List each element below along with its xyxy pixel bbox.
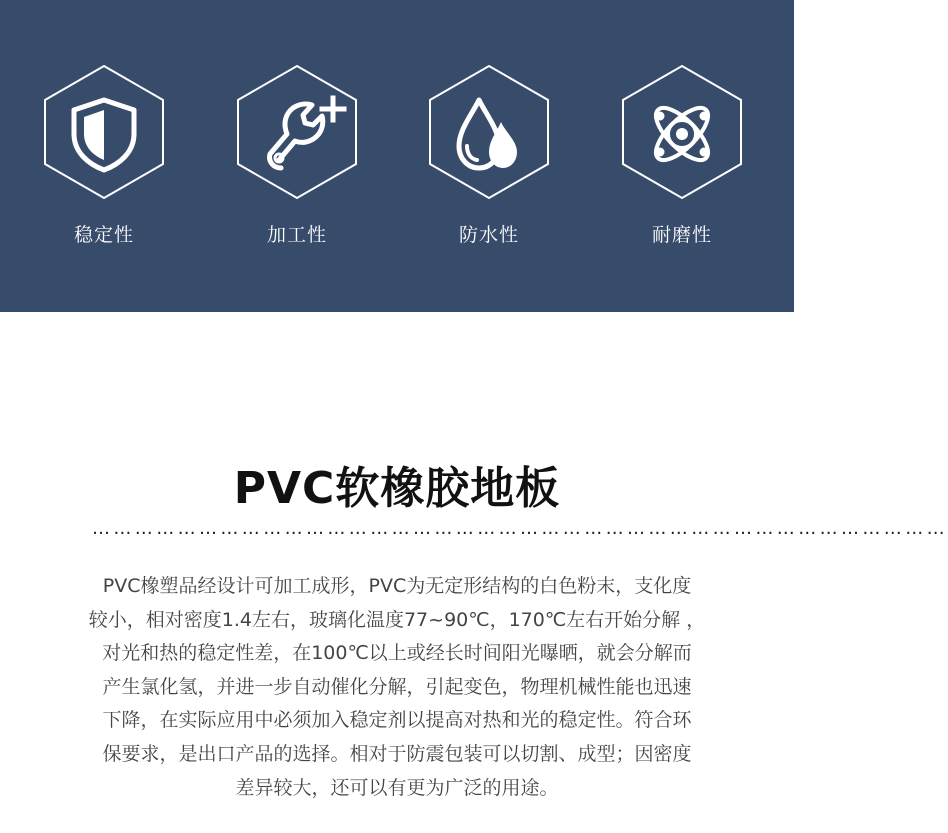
water-drops-icon (427, 64, 551, 200)
description-line: 保要求，是出口产品的选择。相对于防震包装可以切割、成型；因密度 (102, 742, 692, 765)
page-title: PVC软橡胶地板 (233, 463, 561, 514)
wrench-plus-icon (235, 64, 359, 200)
feature-label: 加工性 (266, 224, 327, 246)
feature-processability (235, 64, 359, 246)
description-line: PVC橡塑品经设计可加工成形，PVC为无定形结构的白色粉末，支化度 (102, 575, 692, 597)
feature-waterproof (427, 64, 551, 246)
atom-icon (620, 64, 744, 200)
description-line: 差异较大，还可以有更为广泛的用途。 (235, 776, 559, 799)
description-line: 下降，在实际应用中必须加入稳定剂以提高对热和光的稳定性。符合环 (102, 709, 692, 732)
feature-wear-resistance (620, 64, 744, 246)
description-line: 产生氯化氢，并进一步自动催化分解，引起变色，物理机械性能也迅速 (102, 675, 692, 698)
feature-label: 稳定性 (73, 224, 134, 246)
description-line: 较小，相对密度1.4左右，玻璃化温度77~90℃，170℃左右开始分解 ， (88, 608, 706, 631)
shield-icon (42, 64, 166, 200)
product-description (34, 570, 760, 805)
feature-label: 防水性 (458, 224, 519, 246)
description-line: 对光和热的稳定性差，在100℃以上或经长时间阳光曝晒，就会分解而 (102, 642, 692, 665)
feature-stability (42, 64, 166, 246)
feature-banner (0, 0, 794, 312)
dotted-divider: ………………………………………………………………………………………………………… (92, 518, 948, 539)
feature-label: 耐磨性 (651, 224, 712, 246)
